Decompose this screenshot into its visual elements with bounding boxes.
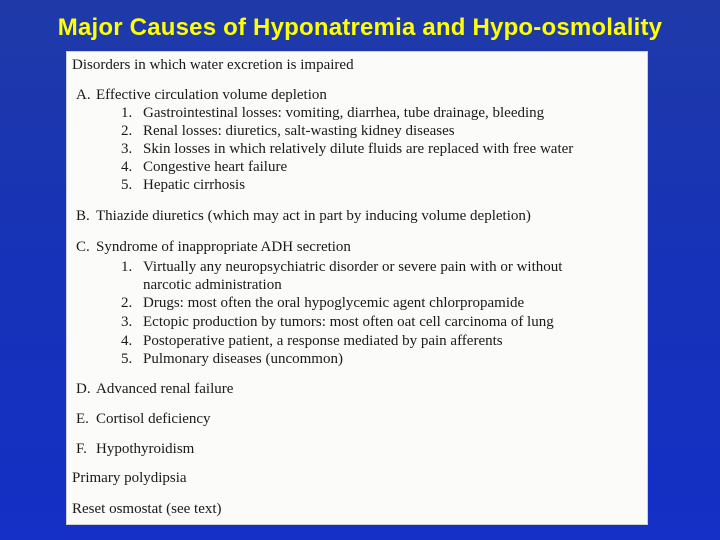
section-e: [76, 410, 211, 428]
item-text: Pulmonary diseases (uncommon): [143, 351, 343, 367]
list-item: [121, 350, 343, 368]
list-item: [121, 332, 503, 350]
item-text: Skin losses in which relatively dilute fluids are replaced with free water: [143, 141, 574, 157]
item-text: Gastrointestinal losses: vomiting, diarrhea, tube drainage, bleeding: [143, 105, 545, 121]
section-label: Hypothyroidism: [96, 441, 195, 457]
item-text: Postoperative patient, a response mediated by pain afferents: [143, 333, 503, 349]
section-letter: E.: [76, 411, 89, 427]
list-item: [121, 294, 524, 312]
item-number: 3.: [121, 141, 133, 157]
document-panel: [66, 51, 648, 525]
list-item: [121, 158, 287, 176]
section-label: Advanced renal failure: [96, 381, 234, 397]
section-d: [76, 380, 233, 398]
item-number: 1.: [121, 105, 133, 121]
item-number: 3.: [121, 314, 133, 330]
item-number: 4.: [121, 333, 133, 349]
slide-title: Major Causes of Hyponatremia and Hypo-osmolality: [57, 14, 663, 41]
reset-osmostat: Reset osmostat (see text): [72, 501, 222, 517]
section-label: Cortisol deficiency: [96, 411, 211, 427]
document-heading: Disorders in which water excretion is impaired: [72, 57, 354, 73]
list-item: [121, 122, 455, 140]
section-f: [76, 440, 194, 458]
item-text: Renal losses: diuretics, salt-wasting kidney diseases: [143, 123, 455, 139]
primary-polydipsia: Primary polydipsia: [72, 470, 187, 486]
section-label: Effective circulation volume depletion: [96, 87, 327, 103]
list-item: [121, 104, 544, 122]
section-b: [76, 207, 531, 225]
list-item: [121, 176, 245, 194]
list-item: [121, 313, 554, 331]
list-item-continuation: narcotic administration: [143, 277, 282, 293]
item-text: Drugs: most often the oral hypoglycemic agent chlorpropamide: [143, 295, 525, 311]
section-letter: C.: [76, 239, 90, 255]
section-letter: D.: [76, 381, 91, 397]
item-text: Ectopic production by tumors: most often oat cell carcinoma of lung: [143, 314, 554, 330]
list-item: [121, 258, 562, 276]
section-letter: A.: [76, 87, 91, 103]
item-number: 2.: [121, 123, 133, 139]
item-number: 1.: [121, 259, 133, 275]
section-label: Thiazide diuretics (which may act in part by inducing volume depletion): [96, 208, 531, 224]
section-c: [76, 238, 351, 256]
section-letter: B.: [76, 208, 90, 224]
item-text: Hepatic cirrhosis: [143, 177, 246, 193]
item-number: 2.: [121, 295, 133, 311]
item-text: Virtually any neuropsychiatric disorder or severe pain with or without: [143, 259, 563, 275]
section-letter: F.: [76, 441, 87, 457]
item-number: 4.: [121, 159, 133, 175]
section-label: Syndrome of inappropriate ADH secretion: [96, 239, 351, 255]
section-a: [76, 86, 327, 104]
item-text: Congestive heart failure: [143, 159, 288, 175]
item-number: 5.: [121, 351, 133, 367]
item-number: 5.: [121, 177, 133, 193]
list-item: [121, 140, 573, 158]
